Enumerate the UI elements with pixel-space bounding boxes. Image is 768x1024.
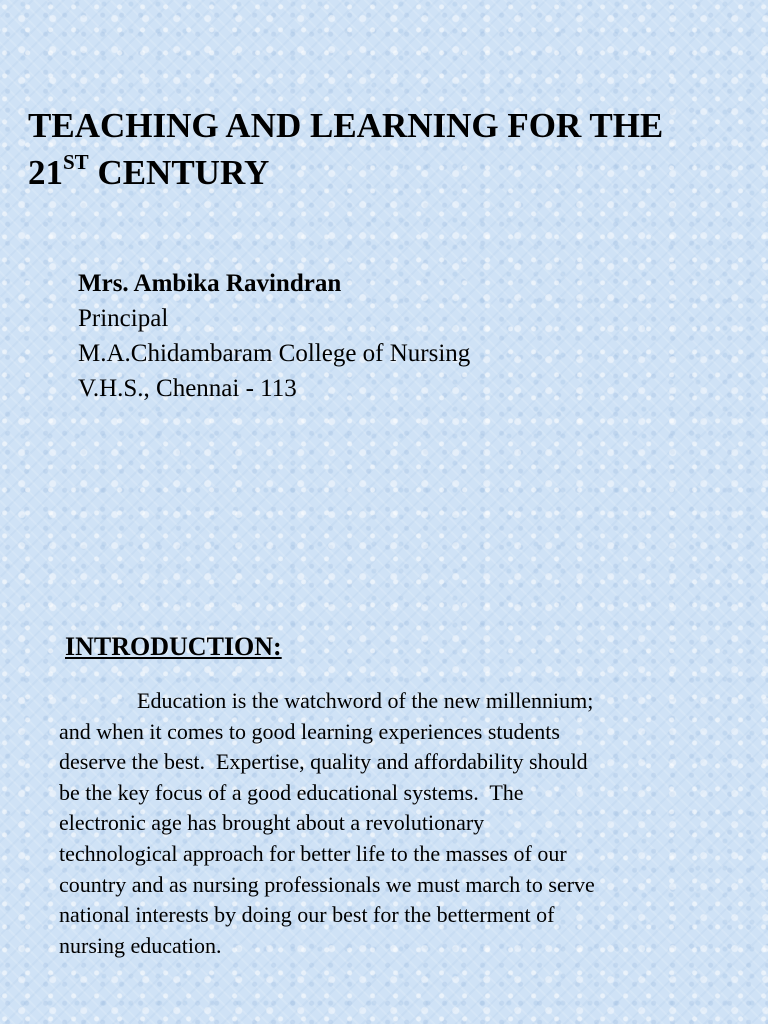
title-line-1: TEACHING AND LEARNING FOR THE — [28, 106, 664, 145]
paragraph-line: deserve the best. Expertise, quality and affordability should — [59, 749, 588, 775]
paragraph-line: national interests by doing our best for the betterment of — [59, 902, 555, 928]
introduction-heading: INTRODUCTION: — [65, 632, 282, 661]
paragraph-line: electronic age has brought about a revolutionary — [59, 810, 485, 836]
author-institution: M.A.Chidambaram College of Nursing — [78, 340, 471, 367]
paragraph-line: technological approach for better life to the masses of our — [59, 840, 567, 866]
paragraph-line: and when it comes to good learning experiences students — [59, 718, 560, 744]
title-superscript: ST — [63, 150, 89, 175]
author-block — [78, 266, 470, 406]
paragraph-line: country and as nursing professionals we must march to serve — [59, 871, 595, 897]
author-address: V.H.S., Chennai - 113 — [78, 375, 297, 402]
title-line-2-number: 21 — [28, 153, 63, 192]
paragraph-line: Education is the watchword of the new millennium; — [137, 688, 594, 713]
paragraph-line: nursing education. — [59, 932, 222, 958]
title-line-2-rest: CENTURY — [88, 153, 270, 192]
document-title — [28, 102, 748, 196]
introduction-paragraph — [59, 686, 719, 961]
author-name: Mrs. Ambika Ravindran — [78, 270, 342, 297]
paragraph-line: be the key focus of a good educational systems. The — [59, 779, 524, 805]
author-position: Principal — [78, 305, 169, 332]
